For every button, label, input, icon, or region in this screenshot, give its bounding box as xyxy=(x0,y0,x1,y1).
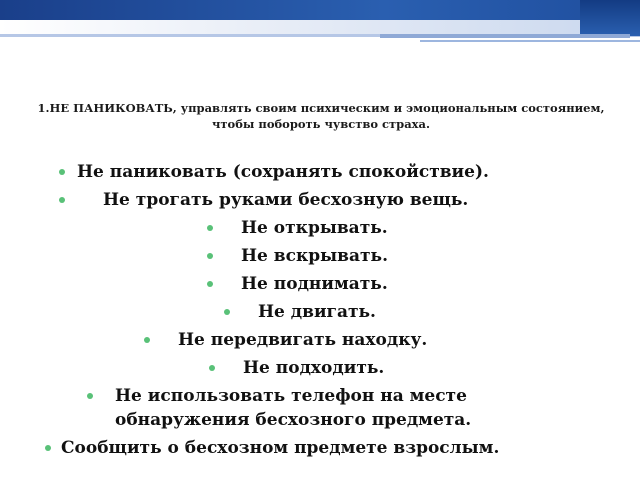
header-band-dark xyxy=(0,0,640,20)
bullet-dot-icon xyxy=(144,337,150,343)
bullet-item xyxy=(0,244,640,268)
bullet-text: Не передвигать находку. xyxy=(178,330,428,350)
bullet-dot-icon xyxy=(59,169,65,175)
header-band-light xyxy=(0,20,640,34)
slide-title: 1.НЕ ПАНИКОВАТЬ, управлять своим психическим и эмоциональным состоянием, чтобы побороть чувство страха. xyxy=(37,101,605,131)
bullet-text: Не поднимать. xyxy=(241,274,388,294)
bullet-item xyxy=(0,216,640,240)
bullet-dot-icon xyxy=(224,309,230,315)
bullet-item xyxy=(0,160,640,184)
bullet-text: Сообщить о бесхозном предмете взрослым. xyxy=(61,438,500,458)
bullet-dot-icon xyxy=(87,393,93,399)
bullet-text: Не двигать. xyxy=(258,302,376,322)
bullet-dot-icon xyxy=(207,281,213,287)
bullet-text: Не трогать руками бесхозную вещь. xyxy=(103,190,469,210)
bullet-dot-icon xyxy=(207,253,213,259)
bullet-item xyxy=(0,300,640,324)
bullet-item xyxy=(0,356,640,380)
header-stripe xyxy=(380,34,630,38)
bullet-dot-icon xyxy=(209,365,215,371)
header-accent-right xyxy=(580,0,640,36)
bullet-item xyxy=(0,188,640,212)
bullet-dot-icon xyxy=(45,445,51,451)
bullet-text: Не паниковать (сохранять спокойствие). xyxy=(77,162,489,182)
bullet-text: Не подходить. xyxy=(243,358,385,378)
bullet-text: Не вскрывать. xyxy=(241,246,388,266)
bullet-text: Не открывать. xyxy=(241,218,388,238)
bullet-item xyxy=(0,328,640,352)
bullet-item xyxy=(0,272,640,296)
bullet-item xyxy=(0,436,640,460)
slide-header-decoration xyxy=(0,0,640,48)
bullet-list xyxy=(0,160,640,464)
bullet-text: Не использовать телефон на месте обнаружения бесхозного предмета. xyxy=(115,386,472,430)
bullet-dot-icon xyxy=(207,225,213,231)
bullet-dot-icon xyxy=(59,197,65,203)
header-stripe xyxy=(420,40,640,42)
bullet-item xyxy=(0,384,640,432)
